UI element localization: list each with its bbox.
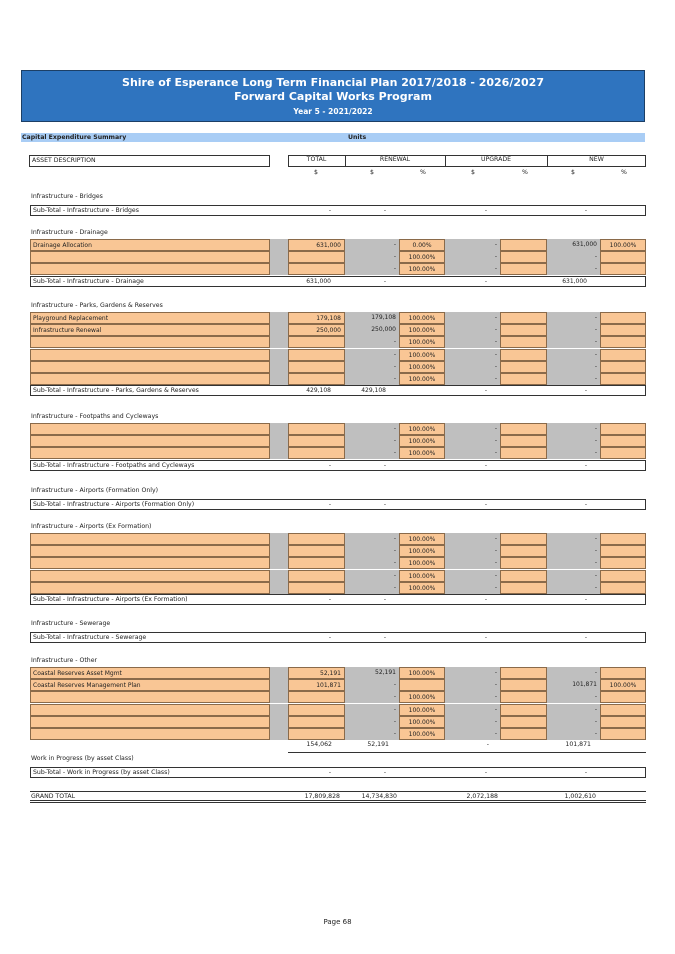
section-total-upgrade: -	[486, 741, 489, 749]
subtotal-upgrade: -	[484, 769, 487, 776]
upgrade-pct-cell	[500, 704, 547, 716]
subtotal-label: Sub-Total - Infrastructure - Sewerage	[33, 634, 147, 641]
spacer-cell	[270, 239, 288, 251]
renewal-pct-cell: 100.00%	[399, 545, 445, 557]
new-pct-cell	[600, 704, 646, 716]
spacer-cell	[270, 716, 288, 728]
spacer-cell	[270, 423, 288, 435]
asset-name-cell	[30, 716, 270, 728]
upgrade-pct-cell	[500, 570, 547, 582]
new-value-cell: -	[547, 423, 600, 435]
new-value-cell: -	[547, 704, 600, 716]
new-pct-cell	[600, 447, 646, 459]
new-pct-cell	[600, 423, 646, 435]
new-pct-cell	[600, 336, 646, 348]
total-cell	[288, 691, 345, 703]
new-pct-cell	[600, 324, 646, 336]
upgrade-value-cell: -	[445, 728, 500, 740]
total-cell	[288, 361, 345, 373]
total-cell	[288, 435, 345, 447]
spacer-cell	[270, 312, 288, 324]
new-value-cell: -	[547, 728, 600, 740]
spacer-cell	[270, 728, 288, 740]
upgrade-value-cell: -	[445, 533, 500, 545]
upgrade-value-cell: -	[445, 263, 500, 275]
spacer-cell	[270, 533, 288, 545]
total-header: TOTAL	[306, 156, 327, 163]
new-value-cell: -	[547, 263, 600, 275]
upgrade-value-cell: -	[445, 582, 500, 594]
new-pct-cell	[600, 667, 646, 679]
upgrade-value-cell: -	[445, 336, 500, 348]
subtotal-renewal: -	[383, 596, 386, 603]
subtotal-total: 429,108	[306, 387, 331, 395]
subtotal-upgrade: -	[484, 596, 487, 603]
units-label: Units	[348, 134, 367, 141]
report-title: Shire of Esperance Long Term Financial Plan 2017/2018 - 2026/2027	[122, 76, 544, 89]
upgrade-pct-cell	[500, 324, 547, 336]
new-value-cell: -	[547, 349, 600, 361]
new-pct-cell	[600, 691, 646, 703]
new-value-cell: -	[547, 447, 600, 459]
subtotal-renewal: -	[383, 461, 386, 469]
renewal-dollar-label: $	[370, 169, 374, 176]
total-cell	[288, 251, 345, 263]
renewal-value-cell: -	[345, 728, 399, 740]
renewal-value-cell: -	[345, 691, 399, 703]
renewal-pct-cell: 100.00%	[399, 667, 445, 679]
summary-label: Capital Expenditure Summary	[22, 134, 127, 141]
renewal-value-cell: -	[345, 533, 399, 545]
new-pct-cell	[600, 582, 646, 594]
subtotal-row	[30, 594, 646, 605]
new-value-cell: -	[547, 667, 600, 679]
subtotal-label: Sub-Total - Infrastructure - Airports (Ex Formation)	[33, 596, 188, 603]
upgrade-value-cell: -	[445, 349, 500, 361]
upgrade-pct-cell	[500, 373, 547, 385]
upgrade-pct-cell	[500, 263, 547, 275]
new-value-cell: -	[547, 557, 600, 569]
new-pct-cell	[600, 570, 646, 582]
subtotal-row	[30, 276, 646, 287]
subtotal-renewal: -	[383, 277, 386, 285]
section-title: Infrastructure - Drainage	[31, 229, 108, 236]
subtotal-new: -	[584, 634, 587, 641]
subtotal-upgrade: -	[484, 461, 487, 469]
spacer-cell	[270, 557, 288, 569]
total-cell: 179,108	[288, 312, 345, 324]
subtotal-total: -	[328, 207, 331, 214]
grand-total-renewal: 14,734,830	[361, 793, 397, 800]
new-header: NEW	[589, 156, 604, 163]
renewal-pct-cell: 100.00%	[399, 251, 445, 263]
section-total-renewal: 52,191	[367, 741, 389, 749]
renewal-value-cell: 250,000	[345, 324, 399, 336]
asset-name-cell: Playground Replacement	[30, 312, 270, 324]
grand-total-upgrade: 2,072,188	[466, 793, 498, 800]
total-cell	[288, 349, 345, 361]
new-pct-cell	[600, 435, 646, 447]
upgrade-value-cell: -	[445, 312, 500, 324]
asset-name-cell: Infrastructure Renewal	[30, 324, 270, 336]
spacer-cell	[270, 545, 288, 557]
subtotal-row	[30, 460, 646, 471]
upgrade-value-cell: -	[445, 691, 500, 703]
total-dollar-label: $	[314, 169, 318, 176]
upgrade-pct-cell	[500, 728, 547, 740]
total-cell	[288, 263, 345, 275]
renewal-pct-cell: 0.00%	[399, 239, 445, 251]
upgrade-pct-cell	[500, 423, 547, 435]
renewal-pct-cell: 100.00%	[399, 447, 445, 459]
grand-total-label: GRAND TOTAL	[31, 793, 76, 800]
upgrade-pct-cell	[500, 557, 547, 569]
total-cell	[288, 545, 345, 557]
upgrade-value-cell: -	[445, 570, 500, 582]
new-value-cell: -	[547, 545, 600, 557]
subtotal-upgrade: -	[484, 387, 487, 395]
new-value-cell: -	[547, 251, 600, 263]
page-number: Page 68	[323, 918, 352, 926]
subtotal-upgrade: -	[484, 207, 487, 214]
total-cell	[288, 570, 345, 582]
renewal-pct-cell: 100.00%	[399, 533, 445, 545]
total-cell	[288, 336, 345, 348]
report-year: Year 5 - 2021/2022	[293, 107, 373, 116]
upgrade-value-cell: -	[445, 361, 500, 373]
total-cell	[288, 557, 345, 569]
new-value-cell: 631,000	[547, 239, 600, 251]
subtotal-new: -	[584, 769, 587, 776]
report-subtitle: Forward Capital Works Program	[234, 90, 432, 103]
new-pct-cell	[600, 251, 646, 263]
renewal-value-cell: 179,108	[345, 312, 399, 324]
renewal-pct-cell: 100.00%	[399, 435, 445, 447]
renewal-pct-cell: 100.00%	[399, 716, 445, 728]
renewal-header: RENEWAL	[379, 156, 411, 163]
subtotal-label: Sub-Total - Infrastructure - Parks, Gardens & Reserves	[33, 387, 199, 395]
renewal-value-cell: -	[345, 373, 399, 385]
upgrade-pct-cell	[500, 336, 547, 348]
renewal-pct-cell: 100.00%	[399, 423, 445, 435]
new-value-cell: -	[547, 373, 600, 385]
new-pct-cell	[600, 361, 646, 373]
renewal-value-cell: -	[345, 349, 399, 361]
upgrade-value-cell: -	[445, 324, 500, 336]
subtotal-new: -	[584, 207, 587, 214]
total-cell	[288, 582, 345, 594]
upgrade-pct-cell	[500, 361, 547, 373]
section-title: Infrastructure - Footpaths and Cycleways	[31, 413, 159, 420]
asset-name-cell: Coastal Reserves Management Plan	[30, 679, 270, 691]
renewal-value-cell: -	[345, 716, 399, 728]
upgrade-value-cell: -	[445, 251, 500, 263]
subtotal-renewal: 429,108	[361, 387, 386, 395]
upgrade-value-cell: -	[445, 239, 500, 251]
subtotal-upgrade: -	[484, 277, 487, 285]
upgrade-pct-label: %	[522, 169, 528, 176]
subtotal-row	[30, 632, 646, 643]
section-title: Infrastructure - Parks, Gardens & Reserves	[31, 302, 163, 309]
renewal-pct-cell: 100.00%	[399, 691, 445, 703]
section-total-total: 154,062	[306, 741, 332, 749]
renewal-value-cell: -	[345, 447, 399, 459]
renewal-pct-cell: 100.00%	[399, 557, 445, 569]
spacer-cell	[270, 570, 288, 582]
section-title: Infrastructure - Other	[31, 657, 98, 664]
grand-total-row	[30, 791, 646, 803]
new-pct-cell	[600, 716, 646, 728]
upgrade-value-cell: -	[445, 679, 500, 691]
asset-name-cell	[30, 263, 270, 275]
upgrade-value-cell: -	[445, 435, 500, 447]
total-cell	[288, 716, 345, 728]
total-cell: 250,000	[288, 324, 345, 336]
asset-name-cell	[30, 557, 270, 569]
total-cell: 631,000	[288, 239, 345, 251]
upgrade-pct-cell	[500, 533, 547, 545]
new-pct-cell	[600, 545, 646, 557]
renewal-value-cell: -	[345, 582, 399, 594]
upgrade-pct-cell	[500, 667, 547, 679]
total-cell	[288, 447, 345, 459]
new-value-cell: -	[547, 582, 600, 594]
subtotal-renewal: -	[383, 207, 386, 214]
section-total-new: 101,871	[565, 741, 591, 749]
upgrade-value-cell: -	[445, 447, 500, 459]
asset-name-cell	[30, 728, 270, 740]
new-pct-cell: 100.00%	[600, 239, 646, 251]
subtotal-row	[30, 767, 646, 778]
asset-name-cell	[30, 336, 270, 348]
spacer-cell	[270, 263, 288, 275]
asset-name-cell	[30, 373, 270, 385]
upgrade-pct-cell	[500, 435, 547, 447]
new-value-cell: -	[547, 435, 600, 447]
subtotal-label: Sub-Total - Work in Progress (by asset Class)	[33, 769, 170, 776]
spacer-cell	[270, 691, 288, 703]
renewal-pct-cell: 100.00%	[399, 704, 445, 716]
upgrade-pct-cell	[500, 239, 547, 251]
spacer-cell	[270, 582, 288, 594]
section-title: Infrastructure - Airports (Ex Formation)	[31, 523, 152, 530]
upgrade-value-cell: -	[445, 557, 500, 569]
subtotal-new: -	[584, 387, 587, 395]
renewal-value-cell: -	[345, 679, 399, 691]
new-pct-label: %	[621, 169, 627, 176]
renewal-value-cell: -	[345, 423, 399, 435]
new-pct-cell: 100.00%	[600, 679, 646, 691]
new-value-cell: -	[547, 533, 600, 545]
renewal-value-cell: -	[345, 263, 399, 275]
asset-name-cell	[30, 704, 270, 716]
spacer-cell	[270, 679, 288, 691]
subtotal-total: -	[328, 769, 331, 776]
section-title: Infrastructure - Airports (Formation Only)	[31, 487, 159, 494]
renewal-pct-label: %	[420, 169, 426, 176]
subtotal-renewal: -	[383, 769, 386, 776]
renewal-value-cell: -	[345, 336, 399, 348]
subtotal-new: -	[584, 596, 587, 603]
upgrade-pct-cell	[500, 545, 547, 557]
renewal-pct-cell: 100.00%	[399, 582, 445, 594]
renewal-pct-cell: 100.00%	[399, 324, 445, 336]
upgrade-dollar-label: $	[471, 169, 475, 176]
asset-name-cell	[30, 447, 270, 459]
new-value-cell: -	[547, 324, 600, 336]
subtotal-total: -	[328, 634, 331, 641]
new-pct-cell	[600, 557, 646, 569]
upgrade-header: UPGRADE	[480, 156, 511, 163]
subtotal-total: 631,000	[306, 277, 331, 285]
subtotal-upgrade: -	[484, 634, 487, 641]
renewal-value-cell: -	[345, 239, 399, 251]
new-dollar-label: $	[571, 169, 575, 176]
upgrade-pct-cell	[500, 582, 547, 594]
upgrade-pct-cell	[500, 251, 547, 263]
asset-name-cell: Drainage Allocation	[30, 239, 270, 251]
renewal-pct-cell: 100.00%	[399, 349, 445, 361]
spacer-cell	[270, 361, 288, 373]
spacer-cell	[270, 373, 288, 385]
renewal-pct-cell: 100.00%	[399, 312, 445, 324]
total-cell	[288, 533, 345, 545]
upgrade-pct-cell	[500, 349, 547, 361]
new-value-cell: -	[547, 312, 600, 324]
renewal-pct-cell: 100.00%	[399, 263, 445, 275]
asset-name-cell: Coastal Reserves Asset Mgmt	[30, 667, 270, 679]
grand-total-total: 17,809,828	[304, 793, 340, 800]
new-value-cell: -	[547, 361, 600, 373]
asset-name-cell	[30, 251, 270, 263]
subtotal-total: -	[328, 596, 331, 603]
subtotal-renewal: -	[383, 634, 386, 641]
section-title: Work in Progress (by asset Class)	[31, 755, 134, 762]
new-value-cell: -	[547, 691, 600, 703]
renewal-pct-cell: 100.00%	[399, 361, 445, 373]
subtotal-new: -	[584, 461, 587, 469]
renewal-value-cell: -	[345, 704, 399, 716]
subtotal-label: Sub-Total - Infrastructure - Footpaths and Cycleways	[33, 461, 195, 469]
new-pct-cell	[600, 349, 646, 361]
upgrade-pct-cell	[500, 679, 547, 691]
new-pct-cell	[600, 312, 646, 324]
asset-name-cell	[30, 582, 270, 594]
subtotal-new: 631,000	[562, 277, 587, 285]
spacer-cell	[270, 667, 288, 679]
new-value-cell: -	[547, 716, 600, 728]
renewal-value-cell: 52,191	[345, 667, 399, 679]
asset-description-header: ASSET DESCRIPTION	[29, 155, 270, 167]
summary-bar	[21, 133, 645, 142]
new-pct-cell	[600, 728, 646, 740]
renewal-pct-cell: 100.00%	[399, 373, 445, 385]
upgrade-value-cell: -	[445, 716, 500, 728]
total-cell: 52,191	[288, 667, 345, 679]
total-cell	[288, 704, 345, 716]
asset-name-cell	[30, 361, 270, 373]
new-value-cell: 101,871	[547, 679, 600, 691]
grand-total-new: 1,002,610	[564, 793, 596, 800]
spacer-cell	[270, 447, 288, 459]
spacer-cell	[270, 704, 288, 716]
renewal-pct-cell: 100.00%	[399, 336, 445, 348]
new-value-cell: -	[547, 336, 600, 348]
subtotal-row	[30, 499, 646, 510]
asset-name-cell	[30, 423, 270, 435]
spacer-cell	[270, 251, 288, 263]
subtotal-total: -	[328, 501, 331, 508]
upgrade-pct-cell	[500, 691, 547, 703]
asset-name-cell	[30, 435, 270, 447]
renewal-value-cell: -	[345, 361, 399, 373]
renewal-pct-cell: 100.00%	[399, 728, 445, 740]
spacer-cell	[270, 324, 288, 336]
subtotal-upgrade: -	[484, 501, 487, 508]
upgrade-pct-cell	[500, 312, 547, 324]
upgrade-value-cell: -	[445, 545, 500, 557]
upgrade-value-cell: -	[445, 373, 500, 385]
renewal-value-cell: -	[345, 557, 399, 569]
subtotal-label: Sub-Total - Infrastructure - Drainage	[33, 277, 144, 285]
subtotal-label: Sub-Total - Infrastructure - Airports (Formation Only)	[33, 501, 195, 508]
upgrade-value-cell: -	[445, 423, 500, 435]
renewal-pct-cell	[399, 679, 445, 691]
section-title: Infrastructure - Bridges	[31, 193, 103, 200]
upgrade-value-cell: -	[445, 667, 500, 679]
spacer-cell	[270, 435, 288, 447]
subtotal-row	[30, 205, 646, 216]
new-pct-cell	[600, 373, 646, 385]
total-cell: 101,871	[288, 679, 345, 691]
upgrade-pct-cell	[500, 447, 547, 459]
upgrade-pct-cell	[500, 716, 547, 728]
upgrade-value-cell: -	[445, 704, 500, 716]
renewal-value-cell: -	[345, 251, 399, 263]
asset-name-cell	[30, 545, 270, 557]
renewal-value-cell: -	[345, 570, 399, 582]
subtotal-row	[30, 385, 646, 396]
renewal-value-cell: -	[345, 545, 399, 557]
section-total-underline	[288, 752, 646, 753]
asset-name-cell	[30, 691, 270, 703]
total-cell	[288, 728, 345, 740]
report-banner	[21, 70, 645, 122]
total-cell	[288, 423, 345, 435]
renewal-value-cell: -	[345, 435, 399, 447]
spacer-cell	[270, 336, 288, 348]
new-pct-cell	[600, 533, 646, 545]
subtotal-label: Sub-Total - Infrastructure - Bridges	[33, 207, 139, 214]
asset-name-cell	[30, 570, 270, 582]
subtotal-new: -	[584, 501, 587, 508]
section-title: Infrastructure - Sewerage	[31, 620, 111, 627]
total-cell	[288, 373, 345, 385]
asset-name-cell	[30, 533, 270, 545]
subtotal-renewal: -	[383, 501, 386, 508]
renewal-pct-cell: 100.00%	[399, 570, 445, 582]
new-pct-cell	[600, 263, 646, 275]
new-value-cell: -	[547, 570, 600, 582]
subtotal-total: -	[328, 461, 331, 469]
asset-name-cell	[30, 349, 270, 361]
spacer-cell	[270, 349, 288, 361]
